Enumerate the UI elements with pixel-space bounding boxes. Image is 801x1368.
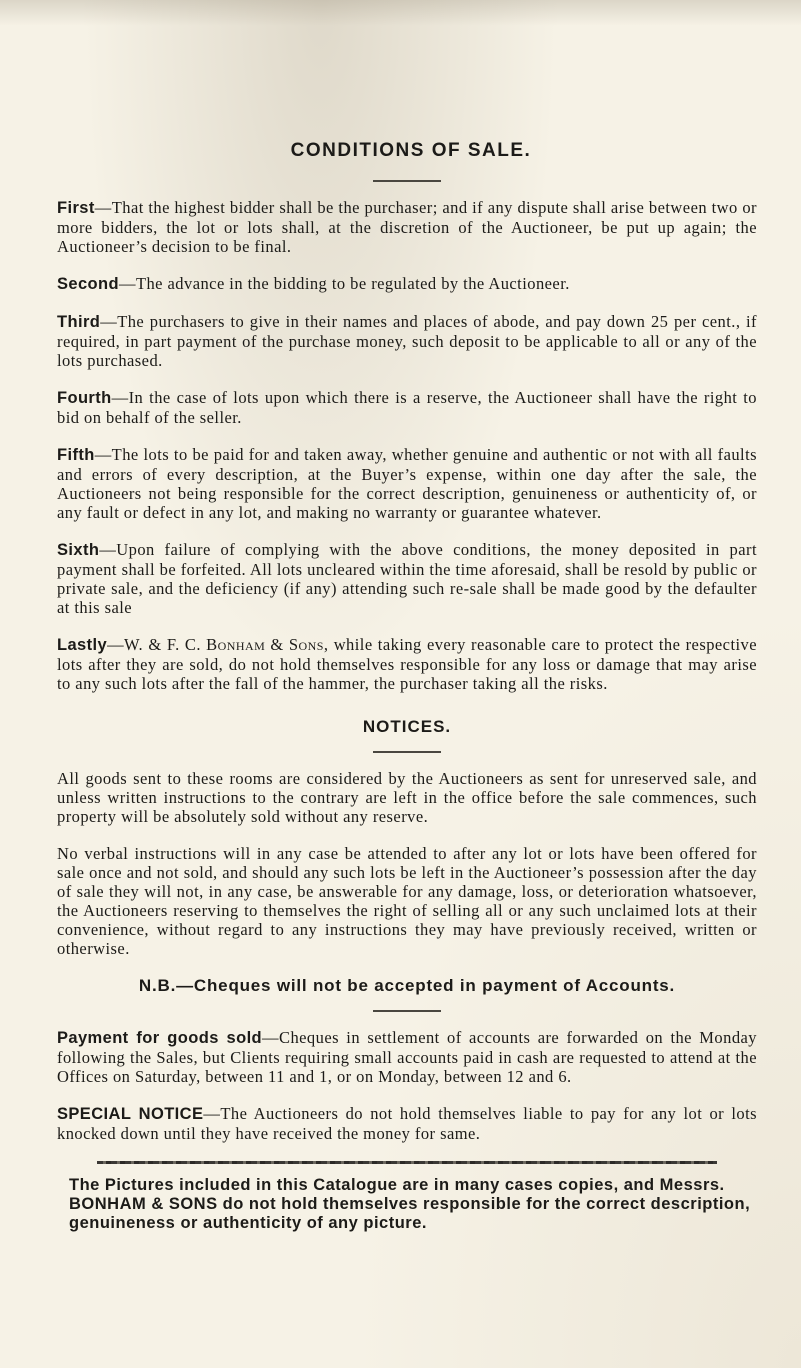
firm-name: Bonham & Sons [206,635,324,654]
cheques-notice: N.B.—Cheques will not be accepted in payment of Accounts. [138,976,676,995]
condition-text: —The purchasers to give in their names and places of abode, and pay down 25 per cent., if required, in part payment of the purchase money, such deposit to be applicable to all or any of the lots purchased. [57,312,757,370]
condition-lead: Second [57,275,119,293]
title-divider [373,180,441,182]
page-title: CONDITIONS OF SALE. [290,140,532,161]
document-body [57,140,757,1233]
condition-first [57,198,757,256]
condition-lead: Third [57,313,101,331]
pictures-disclaimer: The Pictures included in this Catalogue are in many cases copies, and Messrs. BONHAM & SONS do not hold themselves responsible for the correct description, genuineness or authenticity of any picture. [69,1176,751,1232]
condition-text: —The lots to be paid for and taken away, whether genuine and authentic or not with all faults and errors of every description, at the Buyer’s expense, within one day after the sale, the Auctioneers not being responsible for the correct description, genuineness or authenticity of, or any fault or defect in any lot, and making no warranty or guarantee whatever. [57,445,757,522]
payment-text: —Cheques in settlement of accounts are forwarded on the Monday following the Sales, but Clients requiring small accounts paid in cash are requested to attend at the Offices on Saturday, between 11 and 1, or on Monday, between 12 and 6. [57,1028,757,1086]
condition-fifth [57,445,757,522]
condition-text: —W. & F. C. [107,635,207,654]
condition-second [57,274,757,294]
notices-divider [373,751,441,753]
condition-text: —Upon failure of complying with the above conditions, the money deposited in part payment shall be forfeited. All lots uncleared within the time aforesaid, shall be resold by public or private sale, and the deficiency (if any) attending such re-sale shall be made good by the defaulter at this sale [57,540,757,617]
cheques-divider [373,1010,441,1012]
condition-sixth [57,540,757,617]
condition-lead: First [57,199,95,217]
page-edge-shadow [0,0,801,26]
special-notice-lead: SPECIAL NOTICE [57,1105,204,1123]
notice-unreserved-sale: All goods sent to these rooms are considered by the Auctioneers as sent for unreserved sale, and unless written instructions to the contrary are left in the office before the sale commences, such property will be absolutely sold without any reserve. [57,769,757,826]
special-notice-text: —The Auctioneers do not hold themselves liable to pay for any lot or lots knocked down until they have received the money for same. [57,1104,757,1143]
condition-text: —In the case of lots upon which there is a reserve, the Auctioneer shall have the right to bid on behalf of the seller. [57,388,757,427]
condition-lead: Fourth [57,389,112,407]
condition-text: , while taking every reasonable care to protect the respective lots after they are sold, do not hold themselves responsible for any loss or damage that may arise to any such lots after the fall of the hammer, the purchaser taking all the risks. [57,635,757,693]
payment-lead: Payment for goods sold [57,1029,263,1047]
condition-lead: Lastly [57,636,108,654]
closing-divider [97,1161,717,1164]
condition-lead: Fifth [57,446,95,464]
notices-heading: NOTICES. [362,717,452,736]
condition-lastly [57,635,757,693]
payment-notice [57,1028,757,1086]
notice-verbal-instructions: No verbal instructions will in any case be attended to after any lot or lots have been offered for sale once and not sold, and should any such lots be left in the Auctioneer’s possession after the day of sale they will not, in any case, be answerable for any damage, loss, or deterioration whatsoever, the Auctioneers reserving to themselves the right of selling all or any such unclaimed lots at their convenience, without regard to any instructions they may have previously received, written or otherwise. [57,844,757,958]
condition-lead: Sixth [57,541,100,559]
condition-fourth [57,388,757,427]
condition-text: —That the highest bidder shall be the purchaser; and if any dispute shall arise between two or more bidders, the lot or lots shall, at the discretion of the Auctioneer, be put up again; the Auctioneer’s decision to be final. [57,198,757,256]
condition-text: —The advance in the bidding to be regulated by the Auctioneer. [119,274,570,293]
special-notice [57,1104,757,1143]
condition-third [57,312,757,370]
